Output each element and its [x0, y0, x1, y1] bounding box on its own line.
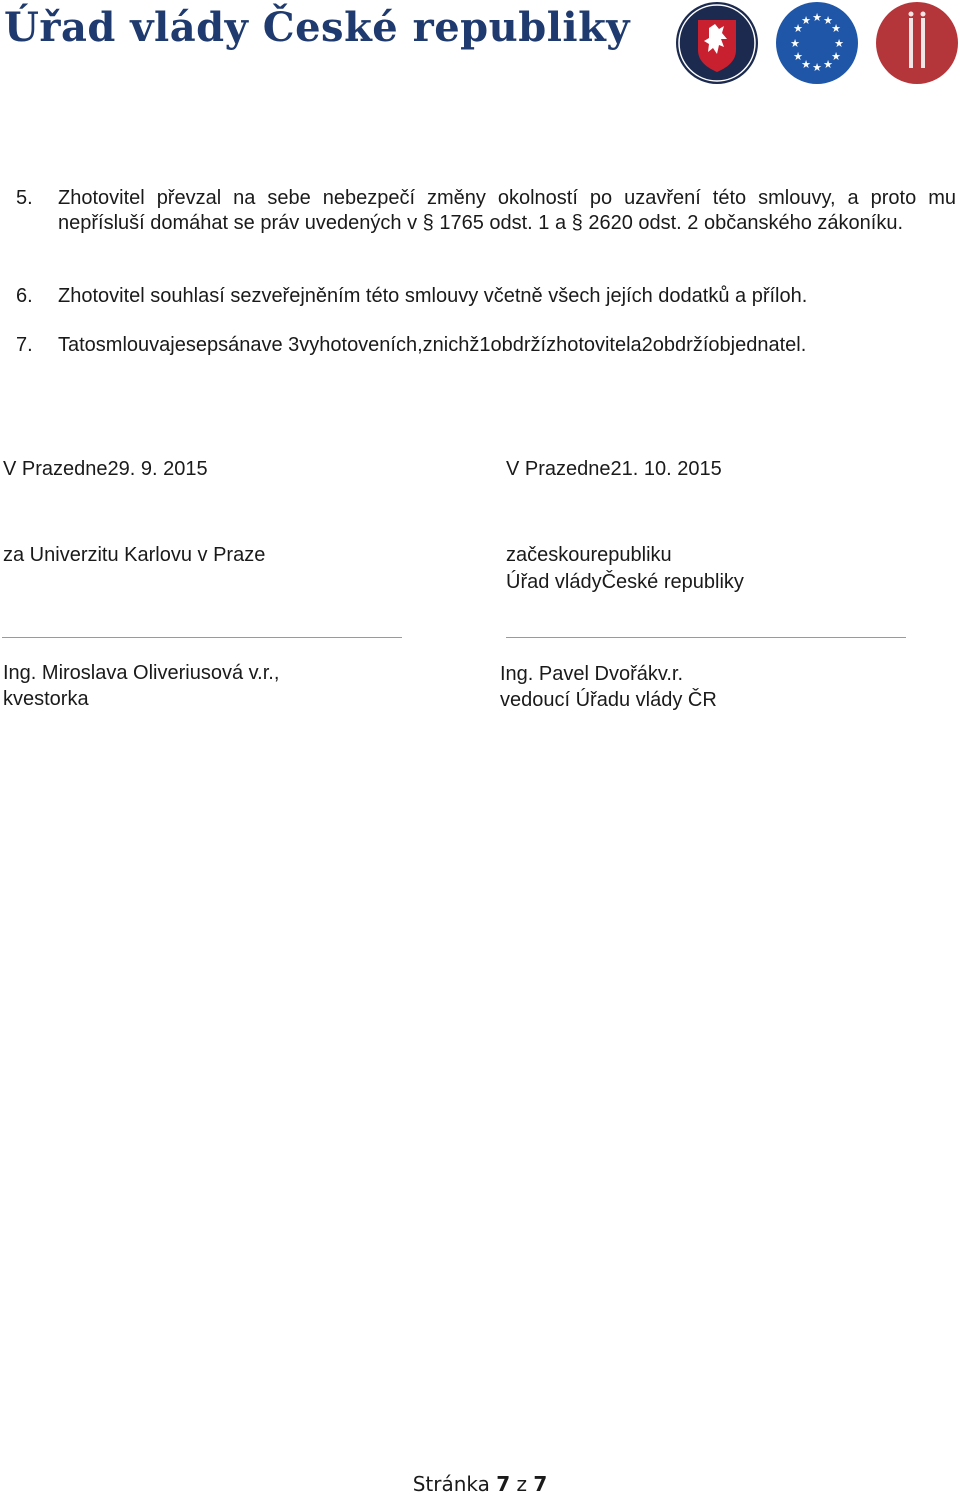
- left-signature-line: [2, 637, 402, 638]
- clause-6: [16, 284, 956, 309]
- right-party-line2: Úřad vládyČeské republiky: [506, 571, 744, 593]
- header-logos: [676, 2, 960, 86]
- left-signatory-name: Ing. Miroslava Oliveriusová v.r.,: [3, 662, 280, 684]
- svg-text:★: ★: [812, 61, 822, 74]
- svg-text:★: ★: [793, 22, 803, 35]
- red-emblem-icon: [876, 2, 958, 84]
- clause-text: Zhotovitel převzal na sebe nebezpečí změny okolností po uzavření této smlouvy, a proto mu nepřísluší domáhat se práv uvedených v § 1765 odst. 1 a § 2620 odst. 2 občanského zákoníku.: [58, 187, 956, 234]
- svg-text:★: ★: [801, 58, 811, 71]
- footer-total-pages: 7: [533, 1472, 548, 1496]
- right-signatory-name: Ing. Pavel Dvořákv.r.: [500, 663, 684, 685]
- eu-stars-icon: [776, 2, 858, 84]
- clause-text: Zhotovitel souhlasí sezveřejněním této smlouvy včetně všech jejích dodatků a příloh.: [58, 285, 808, 307]
- clause-number: 6.: [16, 285, 33, 307]
- svg-text:★: ★: [831, 22, 841, 35]
- clause-7: [16, 333, 956, 358]
- footer-separator: z: [516, 1472, 528, 1496]
- svg-text:★: ★: [823, 14, 833, 27]
- clause-number: 5.: [16, 187, 33, 209]
- right-party-line1: začeskourepubliku: [506, 544, 672, 566]
- page-footer: [0, 1472, 960, 1496]
- right-place-date: V Prazedne21. 10. 2015: [506, 458, 722, 480]
- footer-prefix: Stránka: [412, 1472, 490, 1496]
- right-signatory-role: vedoucí Úřadu vlády ČR: [500, 689, 717, 711]
- svg-text:★: ★: [793, 50, 803, 63]
- right-signature-line: [506, 637, 906, 638]
- svg-text:★: ★: [812, 11, 822, 24]
- header-title: Úřad vlády České republiky: [4, 4, 631, 51]
- clause-text: Tatosmlouvajesepsánave 3vyhotoveních,znichž1obdržízhotovitela2obdržíobjednatel.: [58, 334, 807, 356]
- svg-text:★: ★: [823, 58, 833, 71]
- clause-number: 7.: [16, 334, 33, 356]
- left-place-date: V Prazedne29. 9. 2015: [3, 458, 208, 480]
- left-party: za Univerzitu Karlovu v Praze: [3, 544, 266, 566]
- svg-text:★: ★: [834, 37, 844, 50]
- lion-coat-of-arms-icon: [676, 2, 758, 84]
- left-signatory-role: kvestorka: [3, 688, 89, 710]
- clause-5: [16, 186, 956, 262]
- svg-text:★: ★: [801, 14, 811, 27]
- svg-text:★: ★: [790, 37, 800, 50]
- svg-text:★: ★: [831, 50, 841, 63]
- footer-page-number: 7: [496, 1472, 511, 1496]
